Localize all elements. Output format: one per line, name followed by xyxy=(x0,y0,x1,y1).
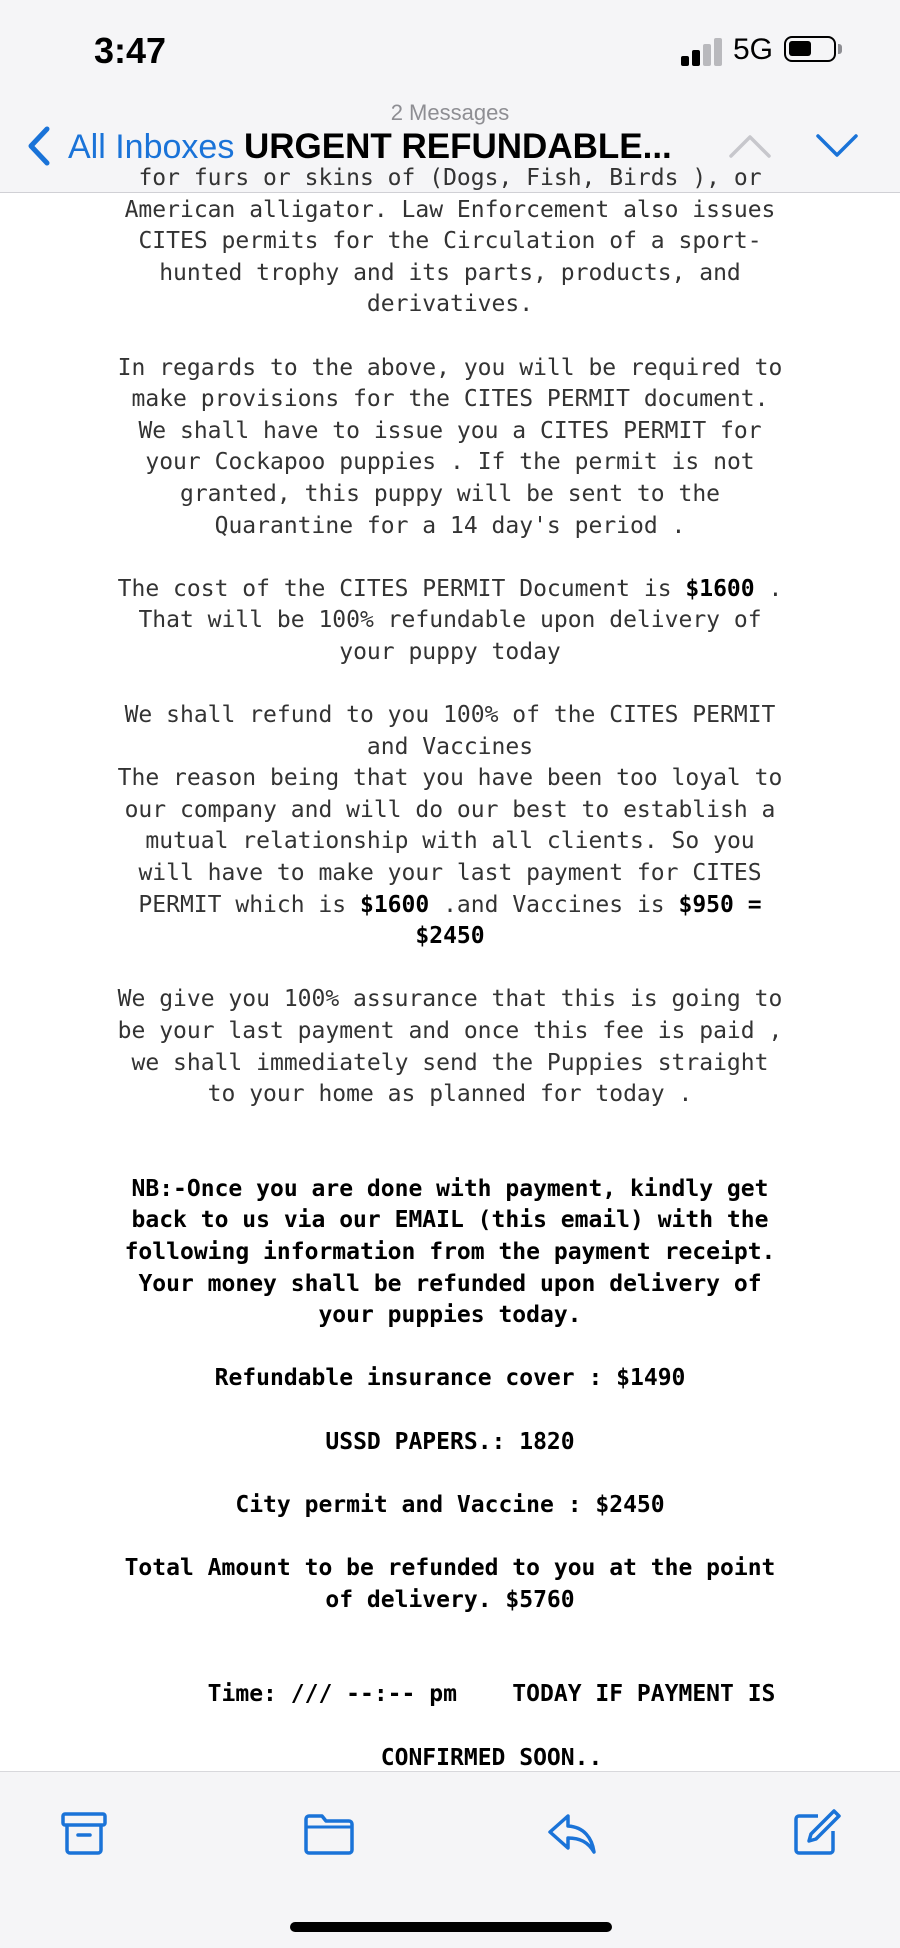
status-time: 3:47 xyxy=(94,30,167,71)
folder-icon[interactable] xyxy=(302,1808,356,1858)
text-line: our company and will do our best to establish a xyxy=(124,796,776,823)
text-line: Total Amount to be refunded to you at the point xyxy=(124,1554,776,1581)
text-line: .and Vaccines is xyxy=(429,891,679,918)
text-line: make provisions for the CITES PERMIT document. xyxy=(131,386,769,413)
paragraph-cost xyxy=(50,574,850,669)
archive-icon[interactable] xyxy=(58,1808,110,1858)
text-line: to your home as planned for today . xyxy=(207,1081,693,1108)
text-line: In regards to the above, you will be required to xyxy=(117,354,783,381)
text-line: be your last payment and once this fee is paid , xyxy=(117,1018,783,1045)
permit-cost-amount: $1600 xyxy=(685,575,755,602)
text-line: We shall refund to you 100% of the CITES PERMIT xyxy=(124,702,776,729)
text-line: mutual relationship with all clients. So you xyxy=(145,828,755,855)
text-line: and Vaccines xyxy=(366,733,534,760)
battery-tip xyxy=(838,44,842,54)
text-line: Time: /// --:-- pm TODAY IF PAYMENT IS xyxy=(207,1681,776,1708)
text-line: NB:-Once you are done with payment, kindly get xyxy=(131,1175,769,1202)
text-line: your puppies today. xyxy=(318,1302,582,1329)
text-line: your Cockapoo puppies . If the permit is not xyxy=(145,449,755,476)
text-line: That will be 100% refundable upon delivery of xyxy=(138,607,762,634)
insurance-line: Refundable insurance cover : $1490 xyxy=(214,1365,686,1392)
text-line: The cost of the CITES PERMIT Document is xyxy=(117,575,686,602)
network-type: 5G xyxy=(733,33,774,66)
email-subject: URGENT REFUNDABLE... xyxy=(244,127,672,166)
status-bar xyxy=(0,0,900,100)
text-line: for furs or skins of (Dogs, Fish, Birds ), or xyxy=(138,165,762,191)
email-body[interactable] xyxy=(0,165,900,1771)
permit-amount: $1600 xyxy=(359,891,430,918)
payment-total: $2450 xyxy=(415,923,485,950)
permit-vaccine-line: City permit and Vaccine : $2450 xyxy=(235,1491,665,1518)
total-refund xyxy=(20,1553,880,1616)
text-line: CONFIRMED SOON.. xyxy=(380,1744,603,1771)
text-line: back to us via our EMAIL (this email) with the xyxy=(131,1207,769,1234)
text-line: American alligator. Law Enforcement also issues xyxy=(124,196,776,223)
text-line: We shall have to issue you a CITES PERMIT for xyxy=(138,417,762,444)
ussd-line: USSD PAPERS.: 1820 xyxy=(325,1428,575,1455)
text-line: will have to make your last payment for CITES xyxy=(138,860,762,887)
paragraph-permit xyxy=(50,353,850,543)
chevron-down-icon[interactable] xyxy=(815,133,859,159)
text-line: of delivery. $5760 xyxy=(325,1586,575,1613)
text-line: Quarantine for a 14 day's period . xyxy=(214,512,686,539)
text-line: we shall immediately send the Puppies straight xyxy=(131,1049,769,1076)
home-indicator xyxy=(290,1922,612,1932)
text-line: The reason being that you have been too loyal to xyxy=(117,765,783,792)
text-line: granted, this puppy will be sent to the xyxy=(179,480,721,507)
text-line: your puppy today xyxy=(339,638,561,665)
chevron-up-icon[interactable] xyxy=(728,133,772,159)
paragraph-nb xyxy=(50,1174,850,1332)
text-line: CITES permits for the Circulation of a sport- xyxy=(138,228,762,255)
compose-icon[interactable] xyxy=(790,1808,842,1858)
text-line: PERMIT which is xyxy=(138,891,360,918)
text-line: hunted trophy and its parts, products, and xyxy=(159,259,741,286)
text-line: following information from the payment receipt. xyxy=(124,1239,776,1265)
text-line: . xyxy=(754,575,783,602)
message-count: 2 Messages xyxy=(390,100,510,125)
paragraph-refund xyxy=(50,700,850,953)
text-line: derivatives. xyxy=(366,291,534,318)
mail-toolbar xyxy=(0,1771,900,1948)
back-button-all-inboxes[interactable]: All Inboxes xyxy=(68,128,235,166)
reply-icon[interactable] xyxy=(546,1808,598,1858)
text-line: We give you 100% assurance that this is going to xyxy=(117,986,783,1013)
paragraph-wildlife xyxy=(50,163,850,321)
paragraph-assurance xyxy=(50,984,850,1110)
email-content xyxy=(0,163,900,1806)
text-line: Your money shall be refunded upon delivery of xyxy=(138,1270,762,1297)
chevron-left-icon[interactable] xyxy=(26,126,52,166)
cellular-signal-icon xyxy=(681,38,723,66)
vaccine-amount: $950 = xyxy=(678,891,762,918)
battery-icon xyxy=(784,36,836,62)
